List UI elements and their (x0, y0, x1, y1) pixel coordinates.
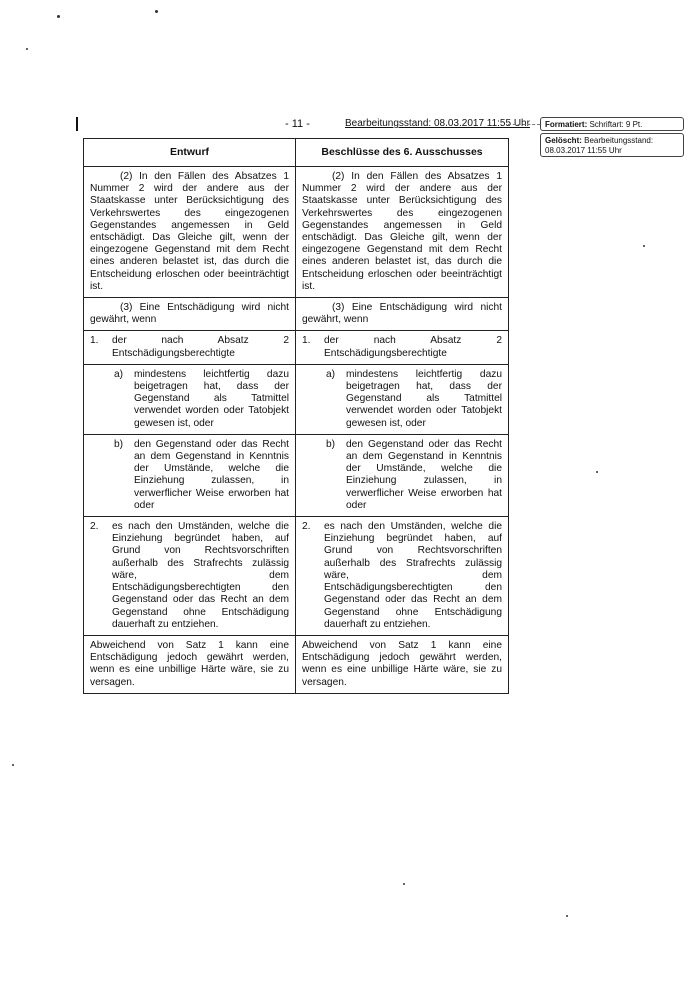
table-row (84, 517, 509, 636)
item-number: 1. (90, 335, 99, 347)
item-text: der nach Absatz 2 Entschädigungsberechtigte (112, 335, 289, 359)
comment-connector (508, 124, 540, 125)
item-number: 2. (90, 521, 99, 533)
subitem-text: mindestens leichtfertig dazu beigetragen hat, dass der Gegenstand als Tatmittel verwendet worden oder Tatobjekt gewesen ist, oder (134, 368, 289, 429)
table-row (84, 364, 509, 434)
item-text: es nach den Umständen, welche die Einziehung begründet haben, auf Grund von Rechtsvorschriften außerhalb des Strafrechts zulässig wäre, dem Entschädigungsberechtigten den Gegenstand oder das Recht an dem Gegenstand ohne Entschädigung dauerhaft zu entziehen. (112, 521, 289, 630)
table-row (84, 167, 509, 298)
scan-speck (12, 764, 14, 766)
table-row (84, 635, 509, 693)
comment-text: Schriftart: 9 Pt. (589, 120, 643, 129)
table-cell (296, 298, 509, 331)
paragraph-2: (2) In den Fällen des Absatzes 1 Nummer 2 wird der andere aus der Staatskasse unter Berücksichtigung des Verkehrswertes des eingezogenen Gegenstandes angemessen in Geld entschädigt. Das Gleiche gilt, wenn der eingezogene Gegenstand mit dem Recht eines anderen belastet ist, das durch die Entscheidung erloschen oder beeinträchtigt ist. (90, 171, 289, 292)
table-cell (296, 167, 509, 298)
column-header-committee: Beschlüsse des 6. Ausschusses (296, 139, 509, 167)
scan-speck (403, 883, 405, 885)
table-cell (296, 434, 509, 516)
subitem-text: den Gegenstand oder das Recht an dem Gegenstand in Kenntnis der Umstände, welche die Einziehung zulassen, in verwerflicher Weise erworben hat oder (134, 438, 289, 511)
paragraph-3: (3) Eine Entschädigung wird nicht gewährt, wenn (302, 302, 502, 326)
subitem-text: den Gegenstand oder das Recht an dem Gegenstand in Kenntnis der Umstände, welche die Einziehung zulassen, in verwerflicher Weise erworben hat oder (346, 438, 502, 511)
item-number: 1. (302, 335, 311, 347)
table-cell (84, 517, 296, 636)
table-header-row (84, 139, 509, 167)
table-row (84, 298, 509, 331)
scan-speck (155, 10, 158, 13)
change-bar (76, 117, 78, 131)
subitem-letter: a) (114, 368, 124, 380)
table-cell (296, 517, 509, 636)
item-text: es nach den Umständen, welche die Einziehung begründet haben, auf Grund von Rechtsvorschriften außerhalb des Strafrechts zulässig wäre, dem Entschädigungsberechtigten den Gegenstand oder das Recht an dem Gegenstand ohne Entschädigung dauerhaft zu entziehen. (324, 521, 502, 630)
table-cell (84, 635, 296, 693)
column-header-draft: Entwurf (84, 139, 296, 167)
table-cell (296, 331, 509, 364)
comment-deleted[interactable] (540, 133, 684, 157)
table-row (84, 331, 509, 364)
table-cell (84, 331, 296, 364)
scan-speck (596, 471, 598, 473)
item-number: 2. (302, 521, 311, 533)
synopsis-table (83, 138, 509, 694)
paragraph-3: (3) Eine Entschädigung wird nicht gewährt, wenn (90, 302, 289, 326)
scan-speck (26, 48, 28, 50)
scan-speck (566, 915, 568, 917)
comment-formatted[interactable] (540, 117, 684, 131)
subitem-letter: b) (326, 438, 336, 450)
closing-sentence: Abweichend von Satz 1 kann eine Entschädigung jedoch gewährt werden, wenn es eine unbillige Härte wäre, sie zu versagen. (90, 639, 289, 688)
table-cell (84, 298, 296, 331)
comment-label: Gelöscht: (545, 136, 582, 145)
table-row (84, 434, 509, 516)
table-cell (296, 635, 509, 693)
comment-label: Formatiert: (545, 120, 588, 129)
table-cell (84, 364, 296, 434)
comment-text: Bearbeitungsstand: 08.03.2017 11:55 Uhr (545, 136, 654, 155)
subitem-text: mindestens leichtfertig dazu beigetragen hat, dass der Gegenstand als Tatmittel verwendet worden oder Tatobjekt gewesen ist, oder (346, 368, 502, 429)
subitem-letter: a) (326, 368, 336, 380)
subitem-letter: b) (114, 438, 124, 450)
scan-speck (643, 245, 645, 247)
table-cell (84, 167, 296, 298)
editing-status: Bearbeitungsstand: 08.03.2017 11:55 Uhr (345, 118, 530, 129)
scan-speck (57, 15, 60, 18)
paragraph-2: (2) In den Fällen des Absatzes 1 Nummer 2 wird der andere aus der Staatskasse unter Berücksichtigung des Verkehrswertes des eingezogenen Gegenstandes angemessen in Geld entschädigt. Das Gleiche gilt, wenn der eingezogene Gegenstand mit dem Recht eines anderen belastet ist, das durch die Entscheidung erloschen oder beeinträchtigt ist. (302, 171, 502, 292)
table-cell (296, 364, 509, 434)
table-cell (84, 434, 296, 516)
closing-sentence: Abweichend von Satz 1 kann eine Entschädigung jedoch gewährt werden, wenn es eine unbillige Härte wäre, sie zu versagen. (302, 639, 502, 688)
item-text: der nach Absatz 2 Entschädigungsberechtigte (324, 335, 502, 359)
page-number: - 11 - (285, 118, 310, 130)
